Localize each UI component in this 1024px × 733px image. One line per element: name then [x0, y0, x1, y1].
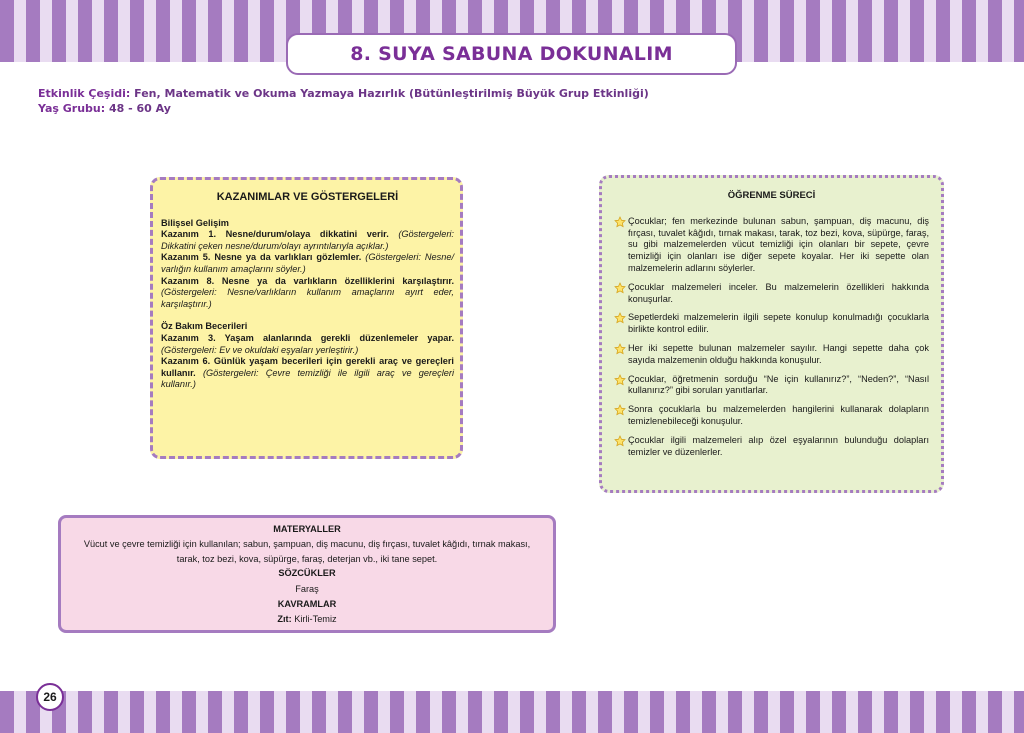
kazanim-5 [161, 252, 454, 275]
star-icon [614, 435, 626, 447]
list-item [614, 435, 929, 459]
ogrenme-heading: ÖĞRENME SÜRECİ [727, 190, 816, 201]
materyaller-box [58, 515, 556, 633]
list-item-text: Sonra çocuklarla bu malzemelerden hangilerini kullanarak dolapların temizlenebileceği konuşulur. [628, 404, 929, 426]
age-group-label: Yaş Grubu: [38, 102, 106, 115]
activity-type-line [38, 86, 649, 101]
materyaller-heading: MATERYALLER [273, 524, 341, 534]
kavram-text: Kirli-Temiz [294, 614, 337, 624]
star-icon [614, 312, 626, 324]
page-number: 26 [36, 683, 64, 711]
kazanim-6-indicators: (Göstergeleri: Çevre temizliği ile ilgili araç ve gereçleri kullanır.) [161, 367, 454, 390]
page-title: 8. SUYA SABUNA DOKUNALIM [350, 43, 673, 65]
kazanim-8 [161, 276, 454, 311]
kazanim-1-title: Kazanım 1. Nesne/durum/olaya dikkatini verir. [161, 229, 389, 240]
list-item [614, 404, 929, 428]
list-item-text: Her iki sepette bulunan malzemeler sayılır. Hangi sepette daha çok sayıda malzemenin olduğu hakkında konuşulur. [628, 342, 929, 365]
kazanim-1-indicators: (Göstergeleri: Dikkatini çeken nesne/durum/olayı ayrıntılarıyla açıklar.) [161, 229, 454, 251]
kazanim-3-title: Kazanım 3. Yaşam alanlarında gerekli düzenlemeler yapar. [161, 332, 454, 343]
kazanim-8-title: Kazanım 8. Nesne ya da varlıkların özelliklerini karşılaştırır. [161, 275, 454, 286]
sozcukler-heading: SÖZCÜKLER [278, 568, 336, 579]
star-icon [614, 216, 626, 228]
ozbakim-heading: Öz Bakım Becerileri [161, 321, 248, 332]
star-icon [614, 343, 626, 355]
kazanim-6-title: Kazanım 6. Günlük yaşam becerileri için gerekli araç ve gereçleri kullanır. [161, 356, 454, 378]
list-item-text: Çocuklar ilgili malzemeleri alıp özel eşyalarının bulunduğu dolapları temizler ve düzenlerler. [628, 434, 929, 457]
list-item-text: Çocuklar malzemeleri inceler. Bu malzemelerin özellikleri hakkında konuşurlar. [628, 281, 929, 304]
kazanim-3 [161, 333, 454, 356]
materyaller-text: Vücut ve çevre temizliği için kullanılan; sabun, şampuan, diş macunu, diş fırçası, tuvalet kâğıdı, tırnak makası, tarak, toz bezi, kova, süpürge, faraş, deterjan vb., iki tane sepet. [83, 539, 531, 564]
bottom-stripe-band [0, 691, 1024, 733]
star-icon [614, 282, 626, 294]
list-item-text: Çocuklar; fen merkezinde bulunan sabun, şampuan, diş macunu, diş fırçası, tuvalet kâğıdı, tırnak makası, tarak, toz bezi, kova, süpürge, faraş, su gibi malzemelerden vücut temizliği için olanları bir sepete, çevre temizliği için olanları ise diğer sepete koyalar. Her iki sepette olan malzemelerin adlarını söylerler. [628, 215, 929, 273]
activity-type-label: Etkinlik Çeşidi: [38, 87, 131, 100]
kazanim-8-indicators: (Göstergeleri: Nesne/varlıkların kullanım amaçlarını ayırt eder, karşılaştırır.) [161, 287, 454, 309]
bilissel-heading: Bilişsel Gelişim [161, 217, 229, 228]
kazanim-3-indicators: (Göstergeleri: Ev ve okuldaki eşyaları yerleştirir.) [161, 344, 359, 355]
kazanimlar-heading: KAZANIMLAR VE GÖSTERGELERİ [216, 191, 399, 203]
activity-meta [38, 86, 649, 116]
sozcukler-text: Faraş [295, 583, 319, 594]
kazanim-1 [161, 229, 454, 252]
list-item [614, 312, 929, 336]
star-icon [614, 404, 626, 416]
kavramlar-heading: KAVRAMLAR [277, 598, 337, 609]
age-group-value: 48 - 60 Ay [109, 102, 171, 115]
kazanimlar-box [150, 177, 463, 459]
list-item-text: Çocuklar, öğretmenin sorduğu “Ne için kullanırız?”, “Neden?”, “Nasıl kullanırız?” gibi soruları yanıtlarlar. [628, 373, 929, 396]
list-item [614, 374, 929, 398]
ogrenme-list [614, 216, 929, 459]
age-group-line [38, 101, 649, 116]
ogrenme-sureci-box [599, 175, 944, 493]
star-icon [614, 374, 626, 386]
list-item [614, 216, 929, 275]
list-item [614, 282, 929, 306]
list-item [614, 343, 929, 367]
list-item-text: Sepetlerdeki malzemelerin ilgili sepete konulup konulmadığı çocuklarla birlikte kontrol edilir. [628, 312, 929, 335]
kavramlar-line [73, 612, 541, 627]
kazanim-5-indicators: (Göstergeleri: Nesne/ varlığın kullanım amaçlarını söyler.) [161, 252, 455, 274]
kazanim-6 [161, 356, 454, 391]
kazanim-5-title: Kazanım 5. Nesne ya da varlıkları gözlemler. [161, 252, 362, 263]
activity-type-value: Fen, Matematik ve Okuma Yazmaya Hazırlık (Bütünleştirilmiş Büyük Grup Etkinliği) [134, 87, 649, 100]
page-title-box [286, 33, 737, 75]
kavram-label: Zıt: [277, 614, 292, 624]
